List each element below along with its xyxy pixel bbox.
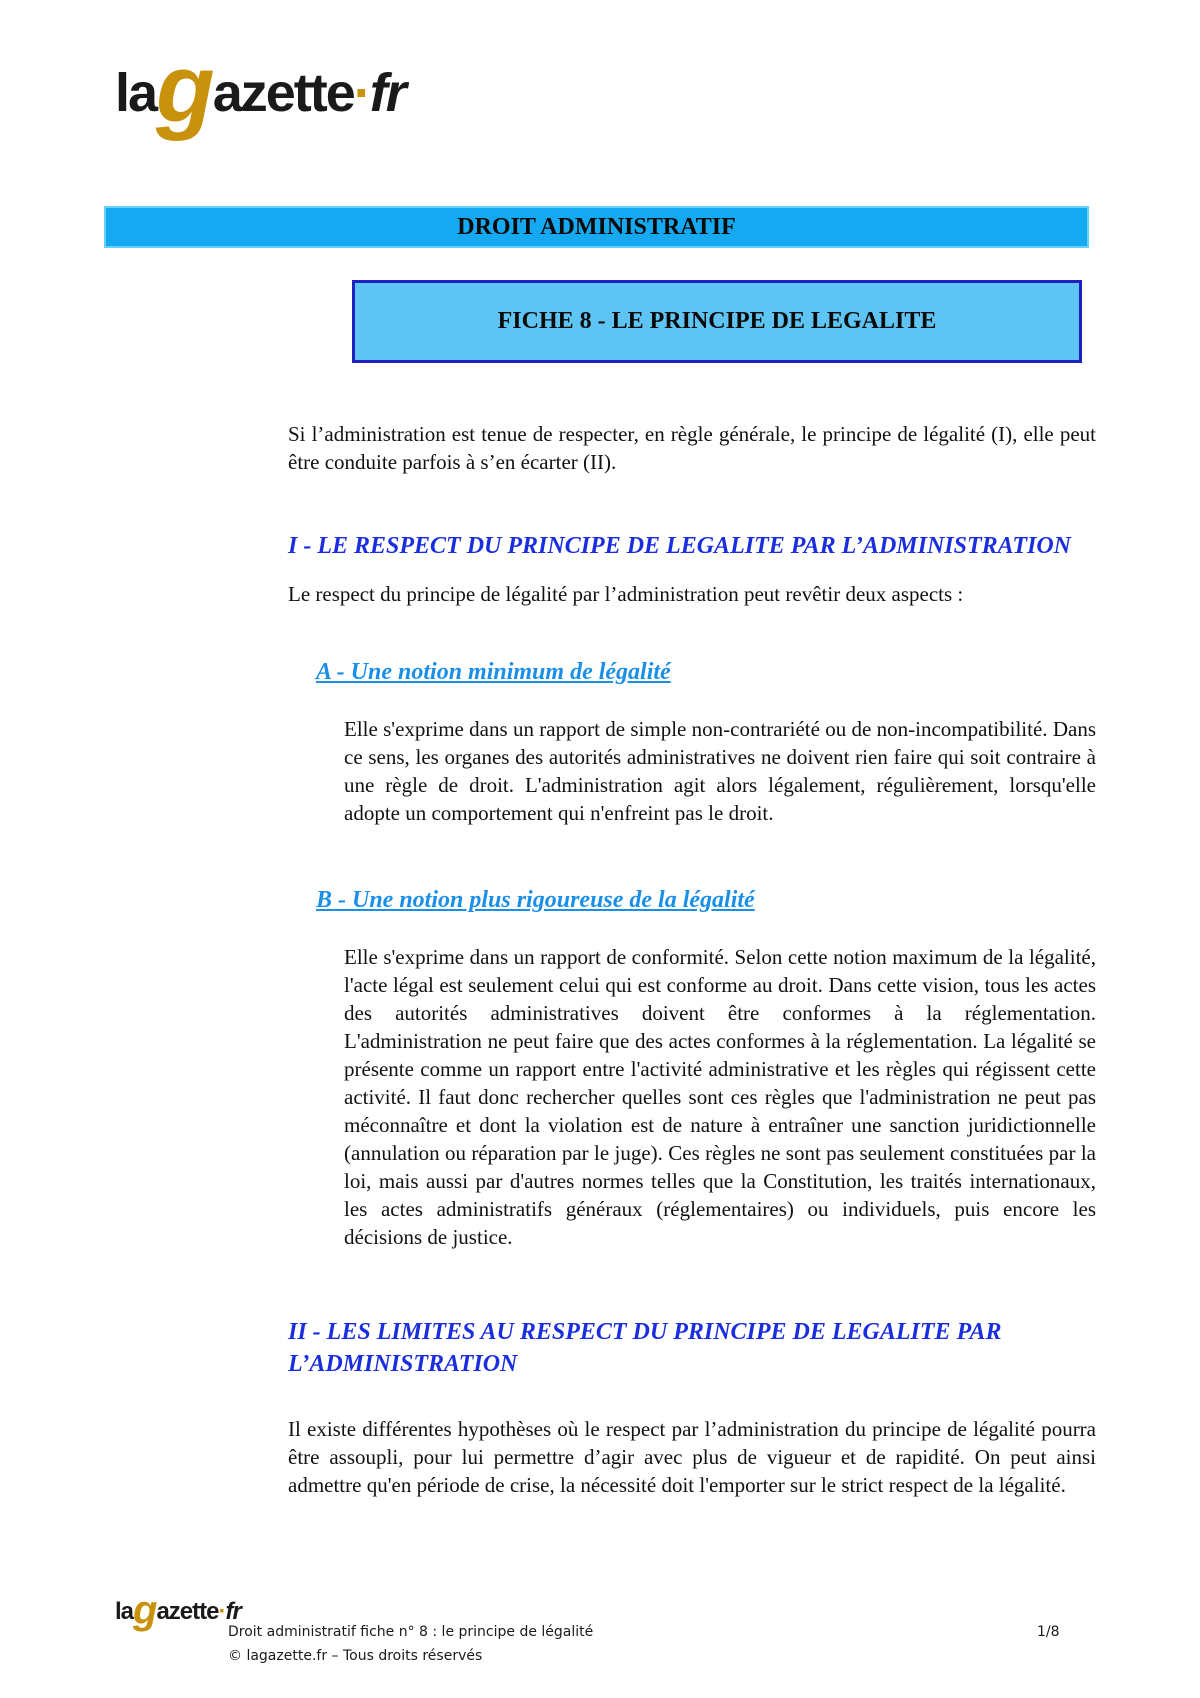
intro-paragraph: Si l’administration est tenue de respecter, en règle générale, le principe de légalité (I), elle peut être conduite parfois à s’en écarter (II). [288,422,1096,474]
section-2-text: Il existe différentes hypothèses où le respect par l’administration du principe de légalité pourra être assoupli, pour lui permettre d’agir avec plus de vigueur et de rapidité. On peut ainsi admettre qu'en période de crise, la nécessité doit l'emporter sur le strict respect de la légalité. [288,1417,1096,1497]
footer-document-title: Droit administratif fiche n° 8 : le principe de légalité [228,1624,594,1640]
subsection-a-text: Elle s'exprime dans un rapport de simple non-contrariété ou de non-incompatibilité. Dans ce sens, les organes des autorités administratives ne doivent rien faire qui soit contraire à une règle de droit. L'administration agit alors légalement, régulièrement, lorsqu'elle adopte un comportement qui n'enfreint pas le droit. [344,717,1096,825]
section-2-heading: II - LES LIMITES AU RESPECT DU PRINCIPE DE LEGALITE PAR L’ADMINISTRATION [288,1319,1002,1377]
fiche-title-box [352,280,1082,363]
section-1-heading: I - LE RESPECT DU PRINCIPE DE LEGALITE PAR L’ADMINISTRATION [288,533,1072,559]
gazette-logo: lagazette·fr [115,35,405,142]
footer-copyright: © lagazette.fr – Tous droits réservés [228,1648,483,1664]
banner-title: DROIT ADMINISTRATIF [457,213,736,240]
subsection-a-heading: A - Une notion minimum de légalité [316,659,671,685]
footer-page-number: 1/8 [1037,1624,1060,1640]
footer-logo: lagazette·fr [115,1588,241,1632]
subject-banner [104,206,1089,248]
subsection-b-heading: B - Une notion plus rigoureuse de la légalité [316,887,755,913]
fiche-title: FICHE 8 - LE PRINCIPE DE LEGALITE [497,308,937,334]
subsection-b-text: Elle s'exprime dans un rapport de conformité. Selon cette notion maximum de la légalité, l'acte légal est seulement celui qui est conforme au droit. Dans cette vision, tous les actes des autorités administratives doivent être conformes à la réglementation. L'administration ne peut faire que des actes conformes à la réglementation. La légalité se présente comme un rapport entre l'activité administrative et les règles qui régissent cette activité. Il faut donc rechercher quelles sont ces règles que l'administration ne peut pas méconnaître et dont la violation est de nature à entraîner une sanction juridictionnelle (annulation ou réparation par le juge). Ces règles ne sont pas seulement constituées par la loi, mais aussi par d'autres normes telles que la Constitution, les traités internationaux, les actes administratifs généraux (réglementaires) ou individuels, puis encore les décisions de justice. [344,945,1096,1249]
section-1-text: Le respect du principe de légalité par l’administration peut revêtir deux aspects : [288,582,964,606]
